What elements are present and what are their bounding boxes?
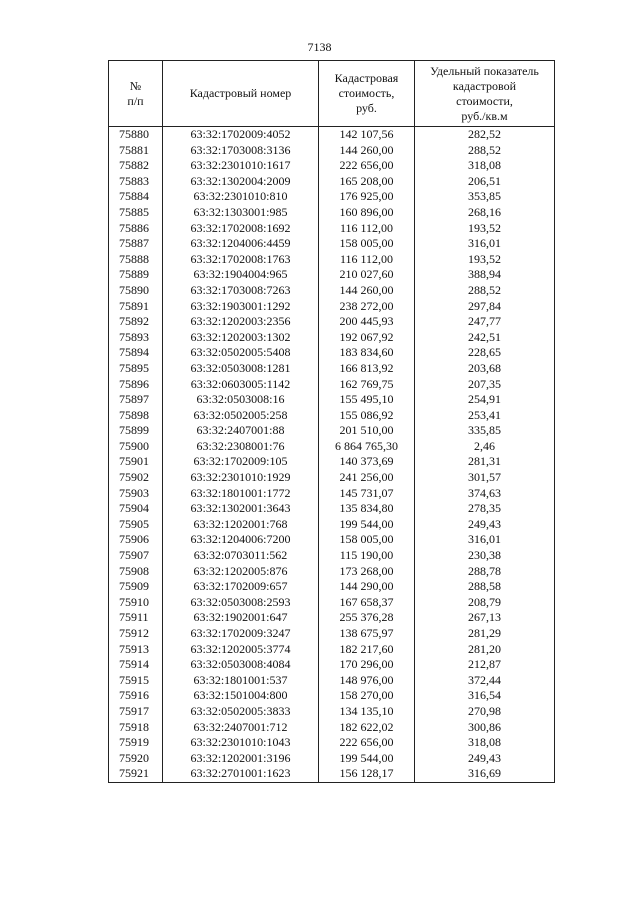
row-number: 75907 [109, 548, 163, 564]
row-number: 75913 [109, 642, 163, 658]
table-row [109, 205, 555, 221]
unit-indicator: 242,51 [415, 330, 555, 346]
row-number: 75889 [109, 267, 163, 283]
cadastral-value: 144 260,00 [319, 143, 415, 159]
unit-indicator: 288,52 [415, 143, 555, 159]
row-number: 75888 [109, 252, 163, 268]
cadastral-number: 63:32:1302001:3643 [163, 501, 319, 517]
cadastral-value: 148 976,00 [319, 673, 415, 689]
cadastral-value: 144 290,00 [319, 579, 415, 595]
table-row [109, 127, 555, 143]
table-row [109, 408, 555, 424]
cadastral-number: 63:32:1202005:876 [163, 564, 319, 580]
row-number: 75920 [109, 751, 163, 767]
cadastral-value-table [108, 60, 555, 783]
unit-indicator: 208,79 [415, 595, 555, 611]
unit-indicator: 316,54 [415, 688, 555, 704]
table-row [109, 610, 555, 626]
unit-indicator: 353,85 [415, 189, 555, 205]
unit-indicator: 249,43 [415, 751, 555, 767]
table-row [109, 579, 555, 595]
unit-indicator: 228,65 [415, 345, 555, 361]
row-number: 75893 [109, 330, 163, 346]
cadastral-value: 176 925,00 [319, 189, 415, 205]
table-row [109, 517, 555, 533]
cadastral-number: 63:32:2301010:1929 [163, 470, 319, 486]
unit-indicator: 282,52 [415, 127, 555, 143]
cadastral-value: 182 217,60 [319, 642, 415, 658]
table-row [109, 345, 555, 361]
row-number: 75908 [109, 564, 163, 580]
table-row [109, 267, 555, 283]
table-row [109, 501, 555, 517]
row-number: 75881 [109, 143, 163, 159]
unit-indicator: 230,38 [415, 548, 555, 564]
table-row [109, 221, 555, 237]
cadastral-number: 63:32:1501004:800 [163, 688, 319, 704]
cadastral-value: 158 270,00 [319, 688, 415, 704]
unit-indicator: 247,77 [415, 314, 555, 330]
table-row [109, 174, 555, 190]
cadastral-number: 63:32:1202001:3196 [163, 751, 319, 767]
cadastral-number: 63:32:1801001:1772 [163, 486, 319, 502]
cadastral-value: 200 445,93 [319, 314, 415, 330]
unit-indicator: 249,43 [415, 517, 555, 533]
unit-indicator: 254,91 [415, 392, 555, 408]
row-number: 75912 [109, 626, 163, 642]
cadastral-value: 155 086,92 [319, 408, 415, 424]
cadastral-number: 63:32:1801001:537 [163, 673, 319, 689]
table-row [109, 548, 555, 564]
cadastral-number: 63:32:0703011:562 [163, 548, 319, 564]
cadastral-number: 63:32:1702009:105 [163, 454, 319, 470]
cadastral-number: 63:32:1202003:2356 [163, 314, 319, 330]
cadastral-value: 115 190,00 [319, 548, 415, 564]
unit-indicator: 206,51 [415, 174, 555, 190]
table-row [109, 392, 555, 408]
cadastral-value: 160 896,00 [319, 205, 415, 221]
cadastral-value: 222 656,00 [319, 158, 415, 174]
cadastral-number: 63:32:2407001:88 [163, 423, 319, 439]
cadastral-number: 63:32:1204006:7200 [163, 532, 319, 548]
row-number: 75887 [109, 236, 163, 252]
unit-indicator: 301,57 [415, 470, 555, 486]
row-number: 75906 [109, 532, 163, 548]
cadastral-value: 158 005,00 [319, 532, 415, 548]
row-number: 75894 [109, 345, 163, 361]
cadastral-number: 63:32:1702009:3247 [163, 626, 319, 642]
unit-indicator: 318,08 [415, 158, 555, 174]
cadastral-value: 116 112,00 [319, 252, 415, 268]
cadastral-value: 144 260,00 [319, 283, 415, 299]
row-number: 75911 [109, 610, 163, 626]
cadastral-value: 145 731,07 [319, 486, 415, 502]
row-number: 75916 [109, 688, 163, 704]
row-number: 75882 [109, 158, 163, 174]
cadastral-number: 63:32:0503008:4084 [163, 657, 319, 673]
table-row [109, 439, 555, 455]
table-row [109, 657, 555, 673]
cadastral-value: 140 373,69 [319, 454, 415, 470]
cadastral-value: 165 208,00 [319, 174, 415, 190]
cadastral-number: 63:32:0502005:3833 [163, 704, 319, 720]
table-row [109, 143, 555, 159]
cadastral-number: 63:32:1202003:1302 [163, 330, 319, 346]
row-number: 75892 [109, 314, 163, 330]
unit-indicator: 316,69 [415, 766, 555, 782]
cadastral-value: 6 864 765,30 [319, 439, 415, 455]
table-row [109, 314, 555, 330]
cadastral-value: 135 834,80 [319, 501, 415, 517]
table-row [109, 735, 555, 751]
row-number: 75901 [109, 454, 163, 470]
row-number: 75921 [109, 766, 163, 782]
cadastral-number: 63:32:0503008:2593 [163, 595, 319, 611]
table-row [109, 688, 555, 704]
table-row [109, 626, 555, 642]
table-row [109, 189, 555, 205]
unit-indicator: 335,85 [415, 423, 555, 439]
table-row [109, 720, 555, 736]
cadastral-value: 156 128,17 [319, 766, 415, 782]
table-row [109, 766, 555, 782]
cadastral-number: 63:32:1702008:1763 [163, 252, 319, 268]
cadastral-value: 173 268,00 [319, 564, 415, 580]
cadastral-value: 167 658,37 [319, 595, 415, 611]
cadastral-number: 63:32:1902001:647 [163, 610, 319, 626]
cadastral-value: 162 769,75 [319, 377, 415, 393]
header-unit-indicator: Удельный показатель кадастровой стоимости, руб./кв.м [415, 61, 555, 127]
cadastral-number: 63:32:2308001:76 [163, 439, 319, 455]
row-number: 75896 [109, 377, 163, 393]
cadastral-number: 63:32:0502005:258 [163, 408, 319, 424]
row-number: 75900 [109, 439, 163, 455]
row-number: 75902 [109, 470, 163, 486]
cadastral-number: 63:32:0603005:1142 [163, 377, 319, 393]
table-row [109, 423, 555, 439]
cadastral-value: 158 005,00 [319, 236, 415, 252]
cadastral-number: 63:32:1903001:1292 [163, 299, 319, 315]
cadastral-value: 199 544,00 [319, 751, 415, 767]
table-header-row [109, 61, 555, 127]
cadastral-value: 183 834,60 [319, 345, 415, 361]
cadastral-number: 63:32:2301010:1043 [163, 735, 319, 751]
table-row [109, 454, 555, 470]
row-number: 75880 [109, 127, 163, 143]
unit-indicator: 270,98 [415, 704, 555, 720]
unit-indicator: 253,41 [415, 408, 555, 424]
cadastral-number: 63:32:2301010:1617 [163, 158, 319, 174]
table-row [109, 299, 555, 315]
unit-indicator: 193,52 [415, 221, 555, 237]
row-number: 75890 [109, 283, 163, 299]
row-number: 75884 [109, 189, 163, 205]
cadastral-value: 182 622,02 [319, 720, 415, 736]
header-cadastral-value: Кадастровая стоимость, руб. [319, 61, 415, 127]
cadastral-number: 63:32:1702008:1692 [163, 221, 319, 237]
cadastral-value: 192 067,92 [319, 330, 415, 346]
row-number: 75891 [109, 299, 163, 315]
row-number: 75919 [109, 735, 163, 751]
table-row [109, 564, 555, 580]
cadastral-value: 201 510,00 [319, 423, 415, 439]
unit-indicator: 297,84 [415, 299, 555, 315]
cadastral-number: 63:32:1302004:2009 [163, 174, 319, 190]
cadastral-number: 63:32:1303001:985 [163, 205, 319, 221]
unit-indicator: 193,52 [415, 252, 555, 268]
row-number: 75883 [109, 174, 163, 190]
row-number: 75886 [109, 221, 163, 237]
cadastral-value: 238 272,00 [319, 299, 415, 315]
cadastral-number: 63:32:2301010:810 [163, 189, 319, 205]
row-number: 75915 [109, 673, 163, 689]
row-number: 75905 [109, 517, 163, 533]
header-number: № п/п [109, 61, 163, 127]
cadastral-value: 241 256,00 [319, 470, 415, 486]
table-row [109, 361, 555, 377]
table-row [109, 158, 555, 174]
unit-indicator: 203,68 [415, 361, 555, 377]
table-row [109, 642, 555, 658]
table-row [109, 283, 555, 299]
table-row [109, 486, 555, 502]
row-number: 75897 [109, 392, 163, 408]
unit-indicator: 267,13 [415, 610, 555, 626]
table-row [109, 252, 555, 268]
cadastral-number: 63:32:0502005:5408 [163, 345, 319, 361]
header-cadastral-number: Кадастровый номер [163, 61, 319, 127]
unit-indicator: 388,94 [415, 267, 555, 283]
unit-indicator: 207,35 [415, 377, 555, 393]
row-number: 75895 [109, 361, 163, 377]
table-row [109, 330, 555, 346]
cadastral-value: 134 135,10 [319, 704, 415, 720]
unit-indicator: 288,58 [415, 579, 555, 595]
unit-indicator: 288,78 [415, 564, 555, 580]
row-number: 75910 [109, 595, 163, 611]
unit-indicator: 316,01 [415, 236, 555, 252]
table-row [109, 532, 555, 548]
unit-indicator: 2,46 [415, 439, 555, 455]
unit-indicator: 281,20 [415, 642, 555, 658]
table-row [109, 595, 555, 611]
cadastral-number: 63:32:1904004:965 [163, 267, 319, 283]
table-row [109, 673, 555, 689]
unit-indicator: 374,63 [415, 486, 555, 502]
table-row [109, 236, 555, 252]
table-row [109, 704, 555, 720]
cadastral-value: 155 495,10 [319, 392, 415, 408]
unit-indicator: 288,52 [415, 283, 555, 299]
cadastral-number: 63:32:2701001:1623 [163, 766, 319, 782]
cadastral-number: 63:32:2407001:712 [163, 720, 319, 736]
cadastral-number: 63:32:1703008:3136 [163, 143, 319, 159]
cadastral-number: 63:32:1703008:7263 [163, 283, 319, 299]
unit-indicator: 316,01 [415, 532, 555, 548]
unit-indicator: 278,35 [415, 501, 555, 517]
unit-indicator: 281,29 [415, 626, 555, 642]
table-body [109, 127, 555, 783]
row-number: 75909 [109, 579, 163, 595]
cadastral-value: 255 376,28 [319, 610, 415, 626]
row-number: 75904 [109, 501, 163, 517]
unit-indicator: 212,87 [415, 657, 555, 673]
cadastral-value: 199 544,00 [319, 517, 415, 533]
cadastral-number: 63:32:1702009:4052 [163, 127, 319, 143]
cadastral-number: 63:32:1202005:3774 [163, 642, 319, 658]
row-number: 75885 [109, 205, 163, 221]
cadastral-number: 63:32:0503008:1281 [163, 361, 319, 377]
cadastral-number: 63:32:0503008:16 [163, 392, 319, 408]
cadastral-value: 166 813,92 [319, 361, 415, 377]
cadastral-number: 63:32:1204006:4459 [163, 236, 319, 252]
cadastral-value: 116 112,00 [319, 221, 415, 237]
table-row [109, 751, 555, 767]
cadastral-value: 170 296,00 [319, 657, 415, 673]
cadastral-number: 63:32:1202001:768 [163, 517, 319, 533]
row-number: 75899 [109, 423, 163, 439]
table-row [109, 470, 555, 486]
row-number: 75914 [109, 657, 163, 673]
unit-indicator: 281,31 [415, 454, 555, 470]
cadastral-value: 142 107,56 [319, 127, 415, 143]
cadastral-value: 138 675,97 [319, 626, 415, 642]
page-number: 7138 [307, 40, 332, 54]
row-number: 75898 [109, 408, 163, 424]
unit-indicator: 268,16 [415, 205, 555, 221]
unit-indicator: 300,86 [415, 720, 555, 736]
cadastral-number: 63:32:1702009:657 [163, 579, 319, 595]
row-number: 75917 [109, 704, 163, 720]
row-number: 75918 [109, 720, 163, 736]
unit-indicator: 318,08 [415, 735, 555, 751]
table-row [109, 377, 555, 393]
cadastral-value: 222 656,00 [319, 735, 415, 751]
unit-indicator: 372,44 [415, 673, 555, 689]
row-number: 75903 [109, 486, 163, 502]
cadastral-value: 210 027,60 [319, 267, 415, 283]
